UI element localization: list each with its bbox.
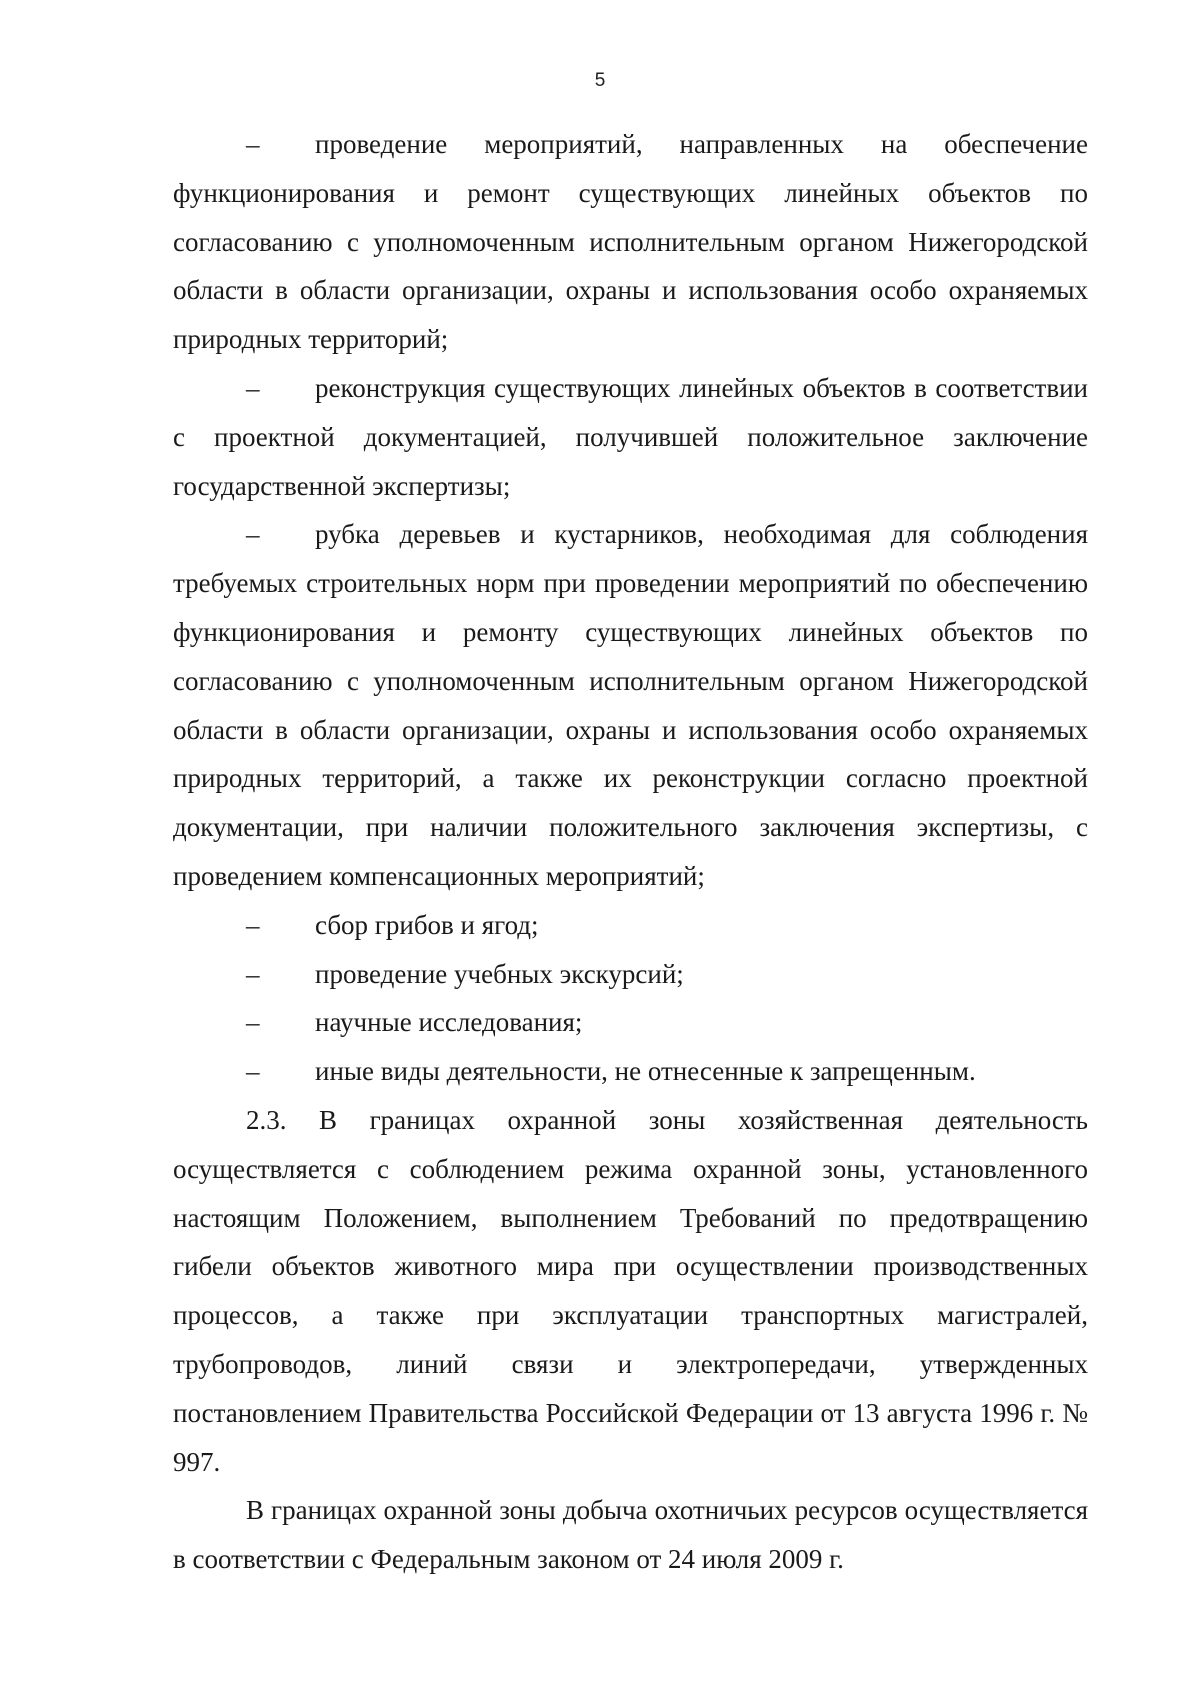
bullet-dash: – <box>246 519 260 550</box>
list-item <box>173 998 1088 1047</box>
list-item <box>173 950 1088 999</box>
paragraph-hunting: В границах охранной зоны добыча охотничьих ресурсов осуществляется в соответствии с Федеральным законом от 24 июля 2009 г. <box>173 1495 1088 1575</box>
bullet-dash: – <box>246 958 260 989</box>
list-item-text: сбор грибов и ягод; <box>315 909 539 940</box>
list-item-text: рубка деревьев и кустарников, необходимая для соблюдения требуемых строительных норм при проведении мероприятий по обеспечению функционирования и ремонту существующих линейных объектов по согласованию с уполномоченным исполнительным органом Нижегородской области в области организации, охраны и использования особо охраняемых природных территорий, а также их реконструкции согласно проектной документации, при наличии положительного заключения экспертизы, с проведением компенсационных мероприятий; <box>173 519 1088 891</box>
paragraph-2-3: 2.3. В границах охранной зоны хозяйственная деятельность осуществляется с соблюдением режима охранной зоны, установленного настоящим Положением, выполнением Требований по предотвращению гибели объектов животного мира при осуществлении производственных процессов, а также при эксплуатации транспортных магистралей, трубопроводов, линий связи и электропередачи, утвержденных постановлением Правительства Российской Федерации от 13 августа 1996 г. № 997. <box>173 1104 1088 1477</box>
list-item <box>173 901 1088 950</box>
bullet-dash: – <box>246 1007 260 1038</box>
list-item-text: проведение учебных экскурсий; <box>315 958 684 989</box>
list-item-text: реконструкция существующих линейных объектов в соответствии с проектной документацией, получившей положительное заключение государственной экспертизы; <box>173 372 1088 501</box>
page-number: 5 <box>594 70 606 91</box>
list-item-text: проведение мероприятий, направленных на обеспечение функционирования и ремонт существующих линейных объектов по согласованию с уполномоченным исполнительным органом Нижегородской области в области организации, охраны и использования особо охраняемых природных территорий; <box>173 129 1088 355</box>
list-item-text: иные виды деятельности, не отнесенные к запрещенным. <box>315 1056 976 1087</box>
bullet-dash: – <box>246 1056 260 1087</box>
document-body <box>173 120 1088 1584</box>
list-item <box>173 1047 1088 1096</box>
list-item <box>173 510 1088 900</box>
list-item <box>173 364 1088 510</box>
bullet-dash: – <box>246 909 260 940</box>
list-item <box>173 120 1088 364</box>
bullet-dash: – <box>246 129 260 159</box>
list-item-text: научные исследования; <box>315 1007 583 1038</box>
bullet-dash: – <box>246 372 260 403</box>
